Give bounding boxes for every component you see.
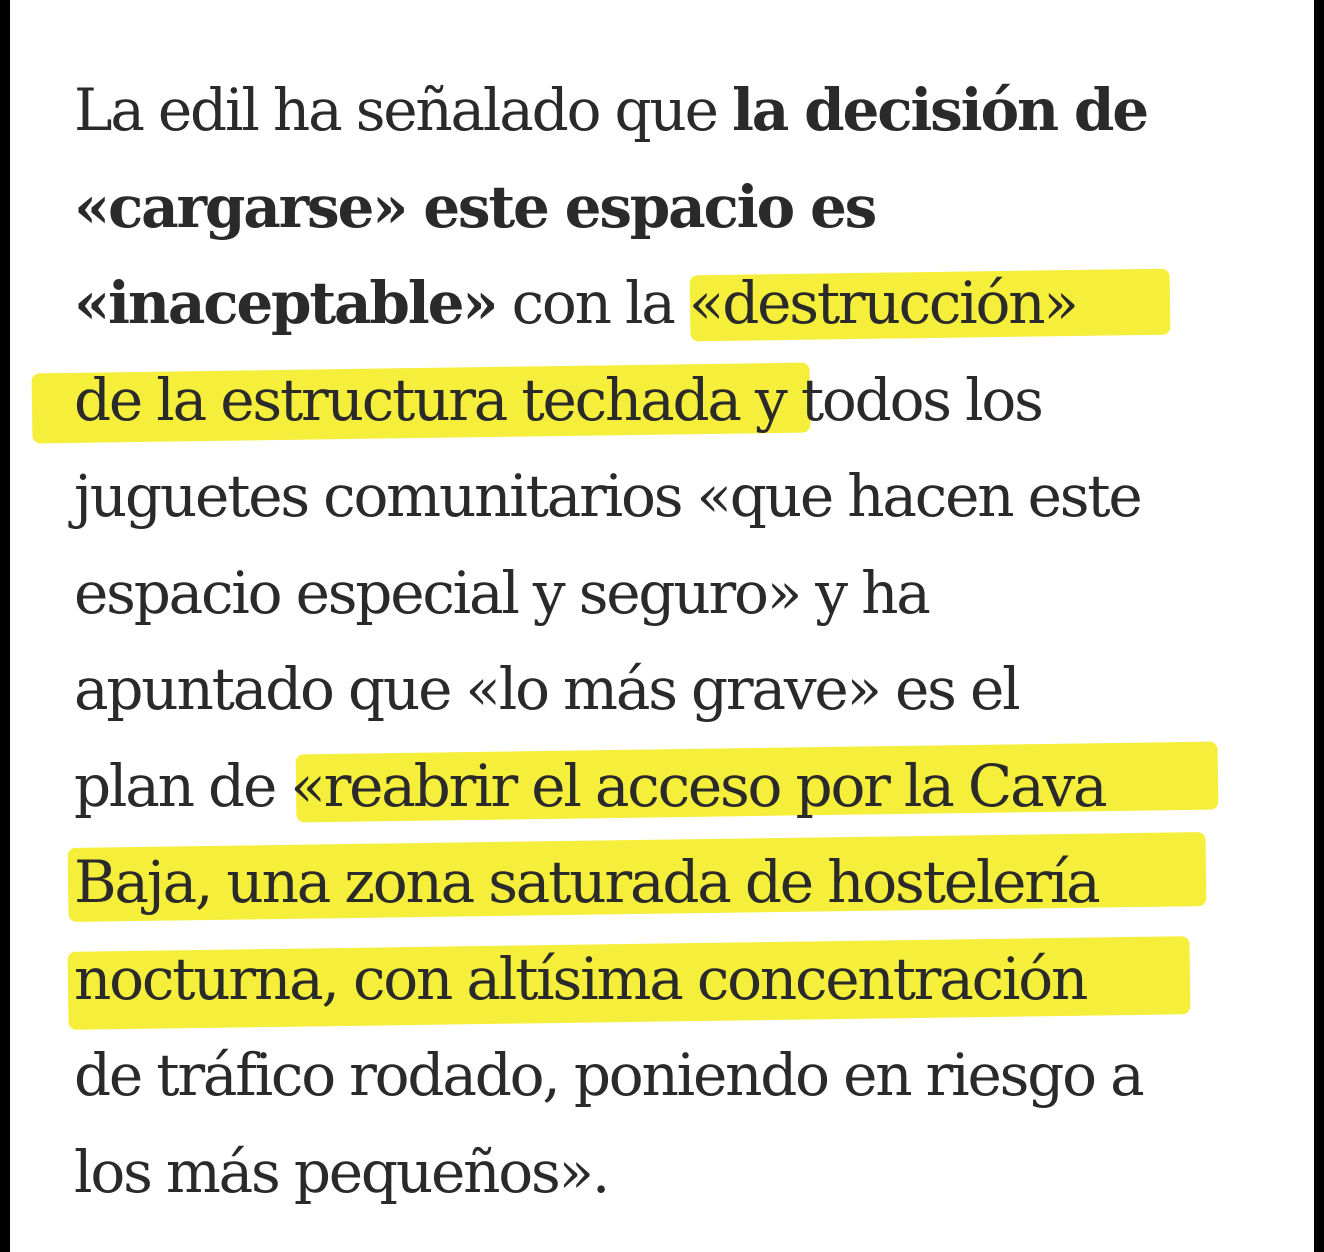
paragraph-line xyxy=(74,352,1304,449)
body-text: Baja, una zona saturada de hostelería xyxy=(74,848,1099,916)
bold-text: la decisión de xyxy=(731,76,1147,144)
paragraph-line xyxy=(74,1027,1304,1124)
article-page xyxy=(10,0,1314,1252)
bold-text: «cargarse» este espacio es xyxy=(74,172,876,241)
body-text: los más pequeños». xyxy=(74,1137,609,1206)
body-text: de la estructura techada y todos los xyxy=(74,365,1042,434)
paragraph-line xyxy=(74,738,1304,835)
body-text: con la «destrucción» xyxy=(496,269,1077,337)
body-text: espacio especial y seguro» y ha xyxy=(74,558,929,627)
paragraph-line xyxy=(74,545,1304,642)
body-text: apuntado que «lo más grave» es el xyxy=(74,655,1019,723)
body-text: La edil ha señalado que xyxy=(74,76,732,144)
paragraph-line xyxy=(74,1124,1304,1221)
body-text: de tráfico rodado, poniendo en riesgo a xyxy=(74,1041,1143,1109)
bold-text: «inaceptable» xyxy=(74,269,497,337)
paragraph-line xyxy=(74,931,1304,1028)
body-text: nocturna, con altísima concentración xyxy=(74,944,1087,1013)
paragraph-line xyxy=(74,641,1304,738)
body-text: plan de «reabrir el acceso por la Cava xyxy=(74,751,1106,820)
paragraph-line xyxy=(74,448,1304,545)
paragraph-line xyxy=(74,255,1304,352)
article-paragraph xyxy=(74,62,1304,1220)
body-text: juguetes comunitarios «que hacen este xyxy=(74,462,1141,530)
paragraph-line xyxy=(74,834,1304,931)
paragraph-line xyxy=(74,159,1304,256)
paragraph-line xyxy=(74,62,1304,159)
